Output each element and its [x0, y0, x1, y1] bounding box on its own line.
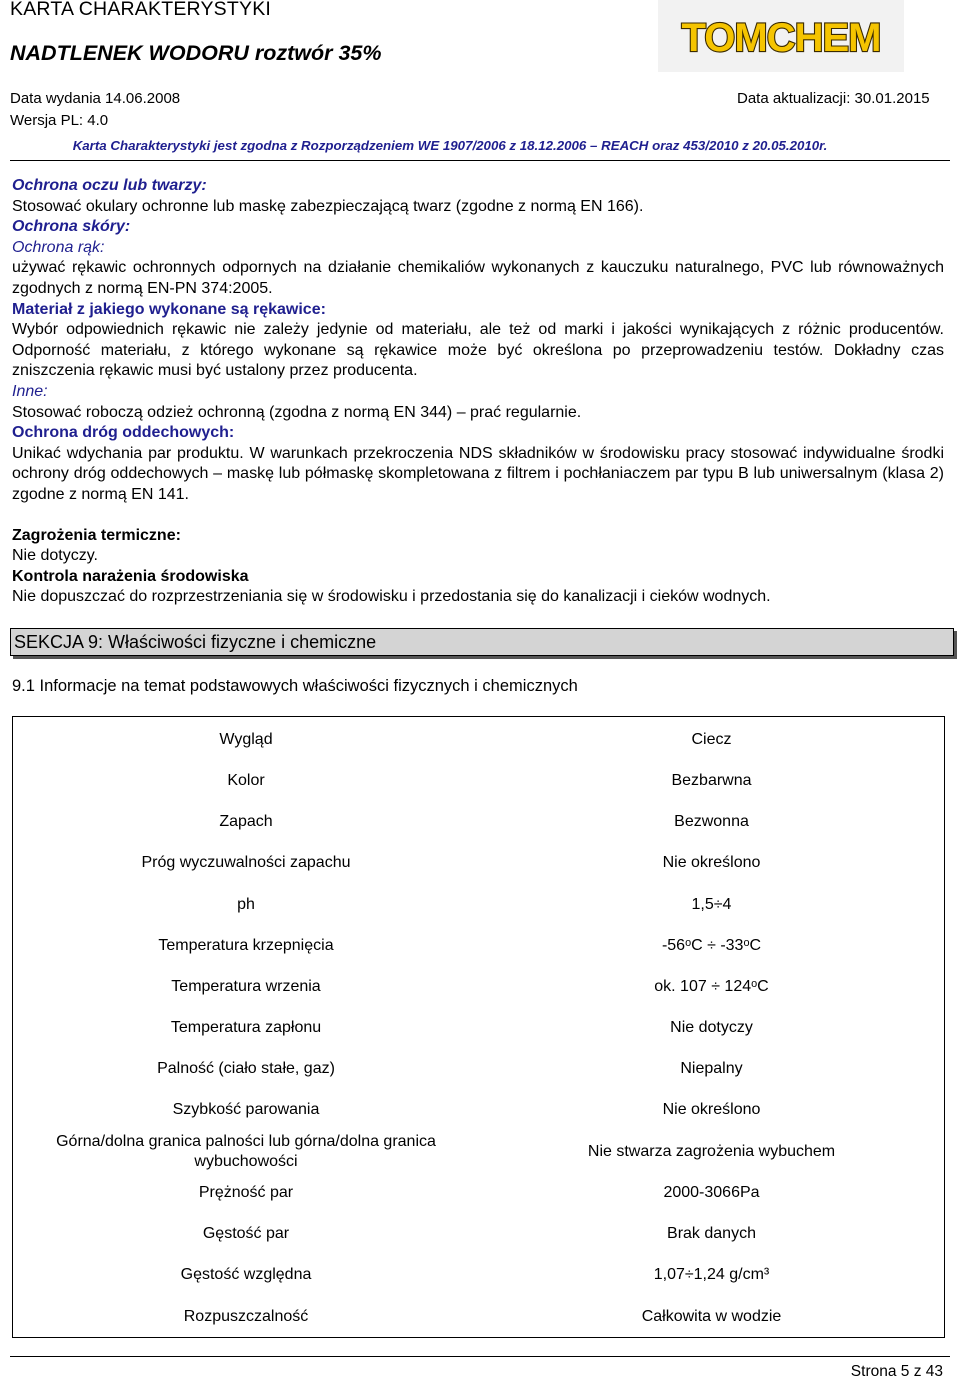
property-value: Całkowita w wodzie: [641, 1308, 782, 1325]
logo-text: TOMCHEM: [681, 16, 881, 60]
environmental-exposure-text: Nie dopuszczać do rozprzestrzeniania się w środowisku i przedostania się do kanalizacji i cieków wodnych.: [12, 588, 771, 606]
table-row: [13, 1182, 944, 1204]
thermal-hazards-heading: Zagrożenia termiczne:: [12, 526, 181, 544]
property-name: Gęstość par: [202, 1225, 290, 1242]
property-name: Próg wyczuwalności zapachu: [141, 854, 351, 871]
property-value: 1,07÷1,24 g/cm³: [653, 1266, 770, 1283]
table-row: [13, 770, 944, 792]
properties-table: [12, 716, 945, 1338]
eye-protection-text: Stosować okulary ochronne lub maskę zabezpieczającą twarz (zgodne z normą EN 166).: [12, 197, 644, 215]
table-row: [13, 1130, 944, 1174]
page-number: Strona 5 z 43: [850, 1363, 943, 1380]
table-row: [13, 1058, 944, 1080]
property-name: Górna/dolna granica palności lub górna/dolna granica wybuchowości: [56, 1133, 436, 1170]
respiratory-protection-heading: Ochrona dróg oddechowych:: [12, 424, 235, 442]
environmental-exposure-heading: Kontrola narażenia środowiska: [12, 567, 249, 585]
section-9-header: [10, 628, 954, 656]
product-name: NADTLENEK WODORU roztwór 35%: [10, 41, 382, 65]
property-value: Brak danych: [667, 1225, 756, 1242]
table-row: [13, 894, 944, 916]
header-divider: [10, 160, 950, 161]
glove-material-heading: Materiał z jakiego wykonane są rękawice:: [12, 300, 326, 318]
property-value: 2000-3066Pa: [663, 1184, 760, 1201]
property-name: Prężność par: [198, 1184, 294, 1201]
version: Wersja PL: 4.0: [10, 112, 109, 129]
property-value: Nie określono: [662, 854, 761, 871]
other-protection-text: Stosować roboczą odzież ochronną (zgodna z normą EN 344) – prać regularnie.: [12, 403, 582, 421]
hand-protection-heading: Ochrona rąk:: [12, 238, 105, 256]
property-name: Wygląd: [219, 731, 273, 748]
issue-date: Data wydania 14.06.2008: [10, 90, 181, 107]
exposure-controls-section: [12, 176, 944, 608]
property-name: Zapach: [219, 813, 273, 830]
property-name: Gęstość względna: [180, 1266, 312, 1283]
table-row: [13, 935, 944, 957]
table-row: [13, 976, 944, 998]
tomchem-logo: [658, 0, 904, 72]
property-value: Ciecz: [691, 731, 732, 748]
property-name: Rozpuszczalność: [183, 1308, 309, 1325]
table-row: [13, 729, 944, 751]
property-value: -56ᵒC ÷ -33ᵒC: [661, 937, 762, 954]
eye-protection-heading: Ochrona oczu lub twarzy:: [12, 177, 207, 194]
property-value: Nie dotyczy: [670, 1019, 753, 1036]
property-value: Nie stwarza zagrożenia wybuchem: [587, 1143, 836, 1160]
thermal-hazards-text: Nie dotyczy.: [12, 547, 98, 565]
section-9-title: SEKCJA 9: Właściwości fizyczne i chemiczne: [14, 632, 377, 652]
property-value: Bezbarwna: [671, 772, 752, 789]
table-row: [13, 1306, 944, 1328]
property-name: Temperatura zapłonu: [170, 1019, 322, 1036]
footer-divider: [10, 1356, 950, 1357]
property-name: ph: [237, 896, 255, 913]
property-name: Palność (ciało stałe, gaz): [157, 1060, 335, 1077]
section-9-1-subtitle: 9.1 Informacje na temat podstawowych właściwości fizycznych i chemicznych: [12, 677, 578, 695]
property-value: ok. 107 ÷ 124ᵒC: [654, 978, 769, 995]
table-row: [13, 1099, 944, 1121]
table-row: [13, 811, 944, 833]
property-name: Temperatura wrzenia: [171, 978, 321, 995]
glove-material-text: Wybór odpowiednich rękawic nie zależy jedynie od materiału, ale też od marki i jakości wynikających z różnic producentów. Odporność materiału, z którego wykonane są rękawice może być określona po przeprowadzeniu testów. Dokładny czas zniszczenia rękawic musi być ustalony przez producenta.: [12, 321, 944, 380]
property-value: 1,5÷4: [691, 896, 732, 913]
respiratory-protection-text: Unikać wdychania par produktu. W warunkach przekroczenia NDS składników w środowisku pracy stosować indywidualne środki ochrony dróg oddechowych – maskę lub półmaskę skompletowana z filtrem i pochłaniaczem par typu B lub uniwersalnym (klasa 2) zgodne z normą EN 141.: [12, 444, 944, 503]
other-protection-heading: Inne:: [12, 382, 48, 400]
document-type-title: KARTA CHARAKTERYSTYKI: [10, 0, 272, 20]
property-value: Niepalny: [680, 1060, 743, 1077]
hand-protection-text: używać rękawic ochronnych odpornych na działanie chemikaliów wykonanych z kauczuku naturalnego, PVC lub równoważnych zgodnych z normą EN-PN 374:2005.: [12, 259, 944, 297]
table-row: [13, 1223, 944, 1245]
property-name: Szybkość parowania: [172, 1101, 320, 1118]
update-date: Data aktualizacji: 30.01.2015: [737, 90, 930, 107]
property-value: Bezwonna: [674, 813, 749, 830]
table-row: [13, 852, 944, 874]
property-name: Kolor: [227, 772, 265, 789]
property-name: Temperatura krzepnięcia: [158, 937, 334, 954]
property-value: Nie określono: [662, 1101, 761, 1118]
table-row: [13, 1017, 944, 1039]
skin-protection-heading: Ochrona skóry:: [12, 218, 131, 236]
table-row: [13, 1264, 944, 1286]
regulation-note: Karta Charakterystyki jest zgodna z Rozporządzeniem WE 1907/2006 z 18.12.2006 – REACH oraz 453/2010 z 20.05.2010r.: [72, 138, 828, 153]
